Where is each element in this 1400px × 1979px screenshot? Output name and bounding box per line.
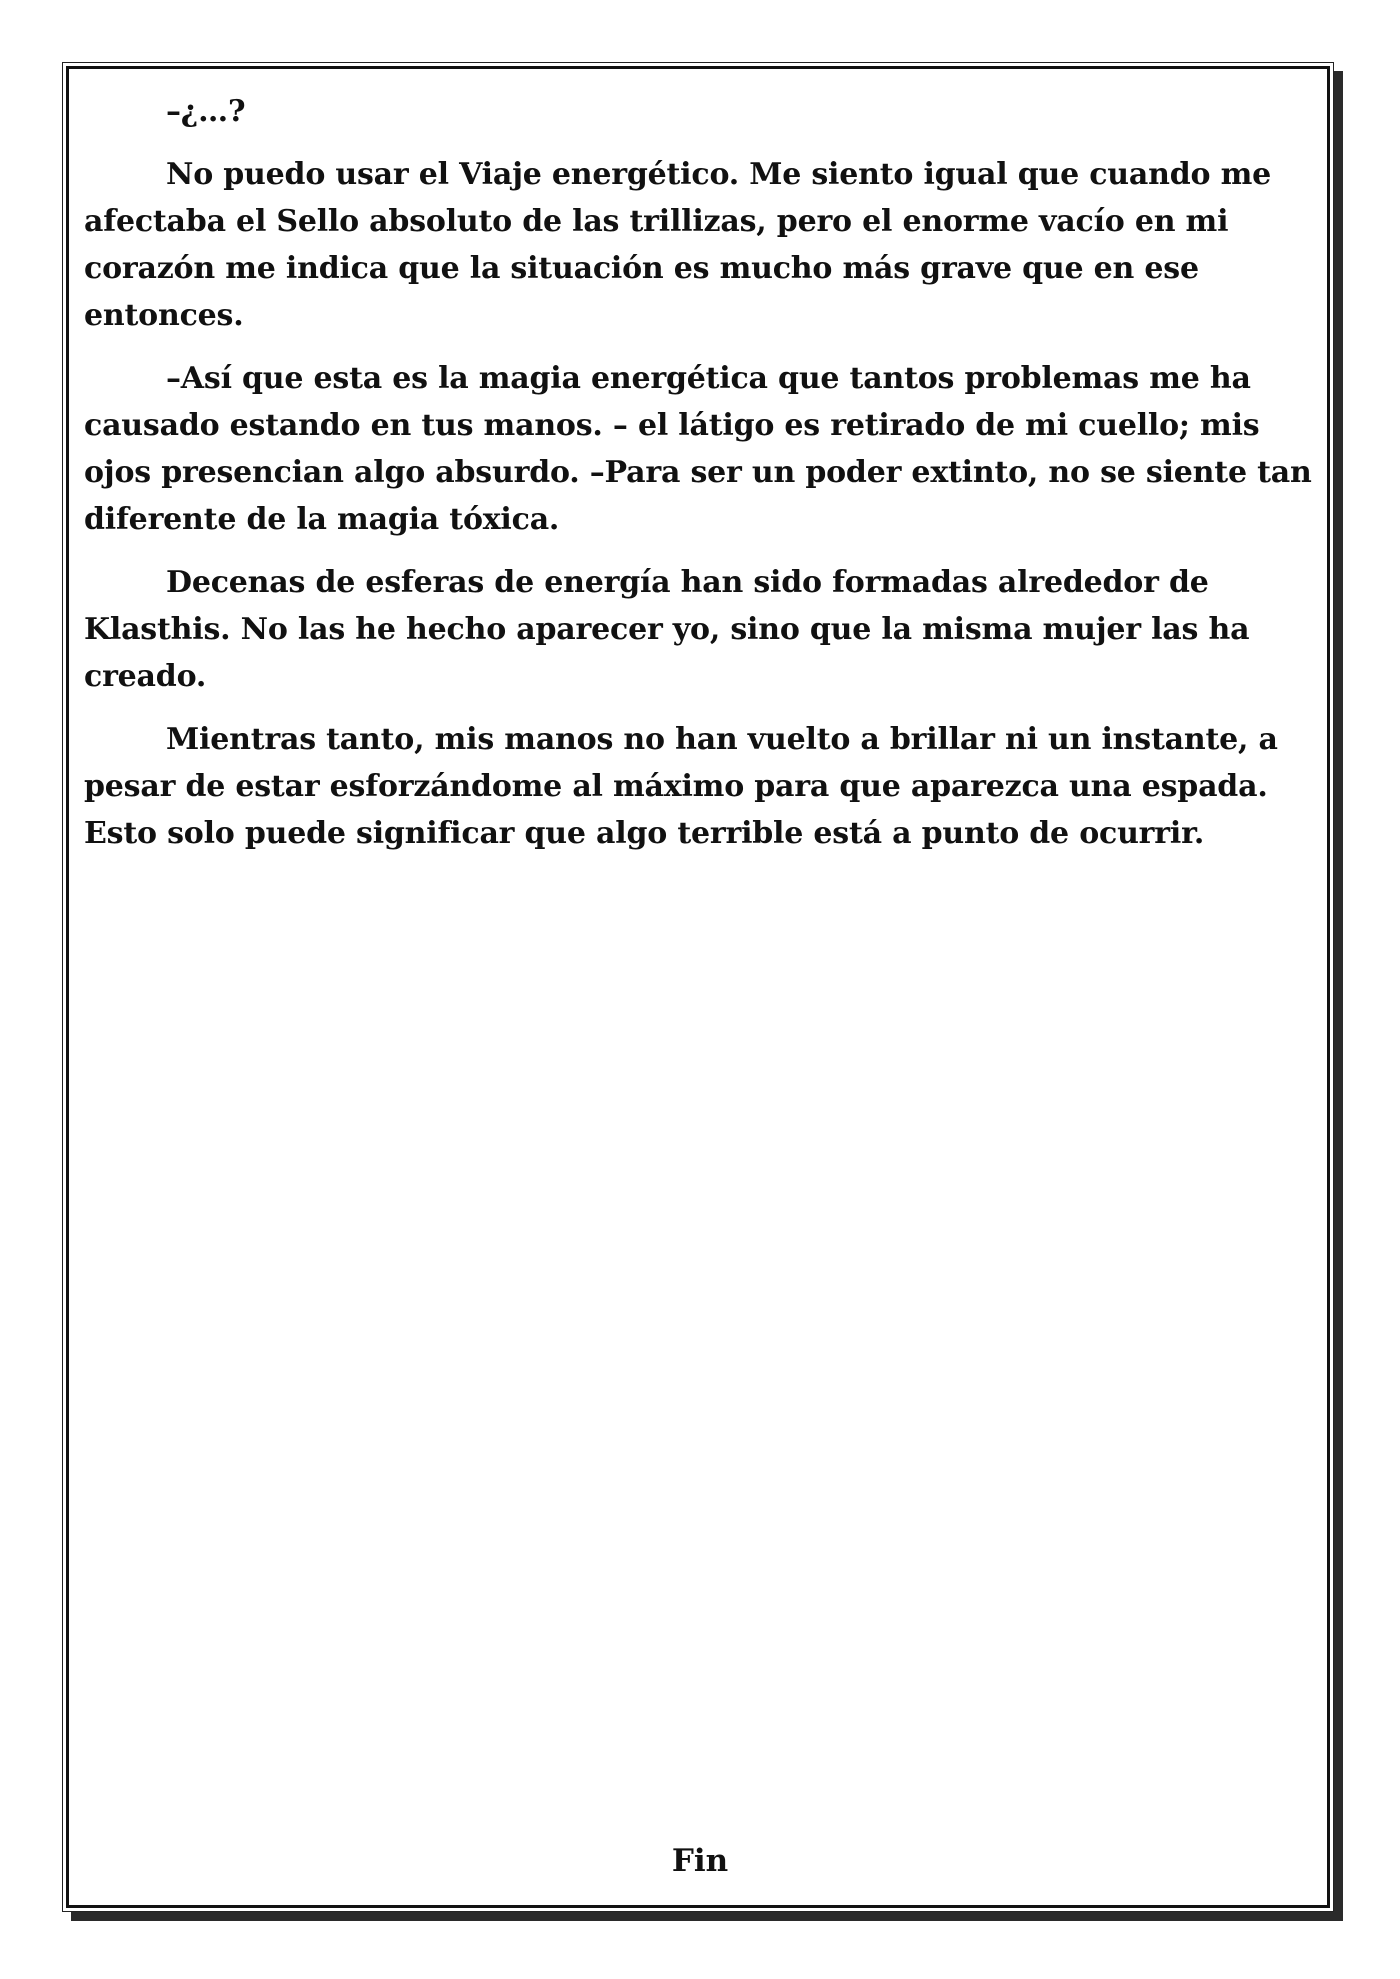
paragraph: Mientras tanto, mis manos no han vuelto a brillar ni un instante, a pesar de estar esforzándome al máximo para que aparezca una espada. Esto solo puede significar que algo terrible está a punto de ocurrir. xyxy=(84,722,1278,851)
paragraph: –¿…? xyxy=(166,94,246,129)
paragraph: No puedo usar el Viaje energético. Me siento igual que cuando me afectaba el Sello absoluto de las trillizas, pero el enorme vacío en mi corazón me indica que la situación es mucho más grave que en ese entonces. xyxy=(84,157,1272,333)
body-text xyxy=(84,88,1322,873)
paragraph: –Así que esta es la magia energética que tantos problemas me ha causado estando en tus manos. – el látigo es retirado de mi cuello; mis ojos presencian algo absurdo. –Para ser un poder extinto, no se siente tan diferente de la magia tóxica. xyxy=(84,361,1312,537)
paragraph: Decenas de esferas de energía han sido formadas alrededor de Klasthis. No las he hecho aparecer yo, sino que la misma mujer las ha creado. xyxy=(84,565,1250,694)
ending-label: Fin xyxy=(671,1843,729,1879)
